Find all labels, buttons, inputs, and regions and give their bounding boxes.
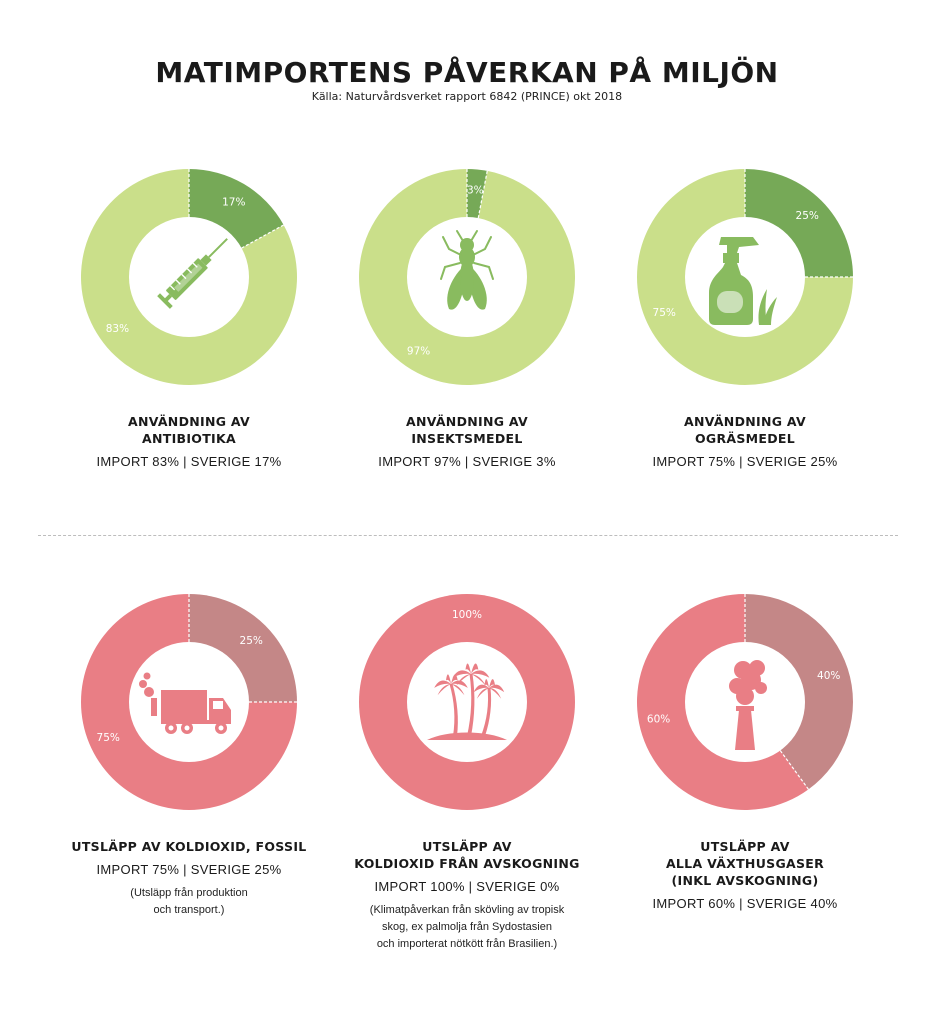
chart-title-line: ALLA VÄXTHUSGASER: [665, 856, 825, 871]
donut-chart-insektsmedel: [357, 167, 577, 387]
chart-title-line: (INKL AVSKOGNING): [671, 873, 819, 888]
stat-line: IMPORT 83% | SVERIGE 17%: [96, 454, 282, 469]
donut-svg: [357, 167, 577, 387]
donut-svg: [635, 167, 855, 387]
donut-chart-antibiotika: [79, 167, 299, 387]
label-sverige: 3%: [466, 184, 484, 197]
chart-note-line: och transport.): [153, 904, 225, 916]
stat-line: IMPORT 97% | SVERIGE 3%: [378, 454, 556, 469]
chart-title: [605, 413, 885, 447]
caption-antibiotika: [49, 413, 329, 469]
chart-title-line: INSEKTSMEDEL: [411, 431, 523, 446]
label-import: 75%: [652, 306, 676, 319]
stat-line: IMPORT 75% | SVERIGE 25%: [96, 862, 282, 877]
chart-title-line: ANVÄNDNING AV: [405, 414, 529, 429]
stat-line: IMPORT 75% | SVERIGE 25%: [652, 454, 838, 469]
chart-title-line: ANTIBIOTIKA: [142, 431, 236, 446]
donut-hole: [407, 642, 527, 762]
caption-koldioxid-avskogning: [327, 838, 607, 953]
chart-title-line: OGRÄSMEDEL: [694, 431, 796, 446]
label-import: 60%: [646, 713, 671, 726]
chart-title-line: ANVÄNDNING AV: [127, 414, 251, 429]
donut-svg: [357, 592, 577, 812]
chart-note-line: och importerat nötkött från Brasilien.): [376, 938, 558, 950]
chart-note-line: (Utsläpp från produktion: [130, 887, 248, 899]
donut-chart-koldioxid-avskogning: [357, 592, 577, 812]
donut-chart-koldioxid-fossil: [79, 592, 299, 812]
chart-title: [49, 413, 329, 447]
section-divider: [38, 535, 898, 536]
chart-title-line: UTSLÄPP AV: [422, 839, 512, 854]
chart-title-line: ANVÄNDNING AV: [683, 414, 807, 429]
chart-title-line: UTSLÄPP AV: [700, 839, 790, 854]
donut-svg: [79, 592, 299, 812]
chart-note-line: (Klimatpåverkan från skövling av tropisk: [369, 904, 565, 916]
stat-line: IMPORT 100% | SVERIGE 0%: [374, 879, 560, 894]
chart-title: [327, 838, 607, 872]
label-import: 83%: [105, 323, 130, 336]
donut-chart-ograsmedel: [635, 167, 855, 387]
chart-title: [605, 838, 885, 889]
caption-koldioxid-fossil: [49, 838, 329, 919]
donut-svg: [79, 167, 299, 387]
label-import: 97%: [406, 345, 431, 358]
chart-title-line: UTSLÄPP AV KOLDIOXID, FOSSIL: [71, 839, 307, 854]
stat-line: IMPORT 60% | SVERIGE 40%: [652, 896, 838, 911]
chart-note: [49, 885, 329, 919]
label-sverige: 17%: [222, 196, 246, 209]
caption-ograsmedel: [605, 413, 885, 469]
chart-note-line: skog, ex palmolja från Sydostasien: [382, 921, 552, 933]
chart-title-line: KOLDIOXID FRÅN AVSKOGNING: [354, 856, 580, 871]
source-note: Källa: Naturvårdsverket rapport 6842 (PRINCE) okt 2018: [311, 90, 623, 103]
page-title: MATIMPORTENS PÅVERKAN PÅ MILJÖN: [155, 56, 779, 89]
chart-note: [327, 902, 607, 953]
caption-vaxthusgaser: [605, 838, 885, 911]
caption-insektsmedel: [327, 413, 607, 469]
label-sverige: 40%: [817, 669, 841, 682]
label-import: 100%: [451, 609, 483, 621]
label-import: 75%: [96, 731, 120, 744]
chart-title: [327, 413, 607, 447]
chart-title: [49, 838, 329, 855]
donut-svg: [635, 592, 855, 812]
donut-chart-vaxthusgaser: [635, 592, 855, 812]
label-sverige: 25%: [239, 634, 263, 647]
label-sverige: 25%: [795, 209, 819, 222]
